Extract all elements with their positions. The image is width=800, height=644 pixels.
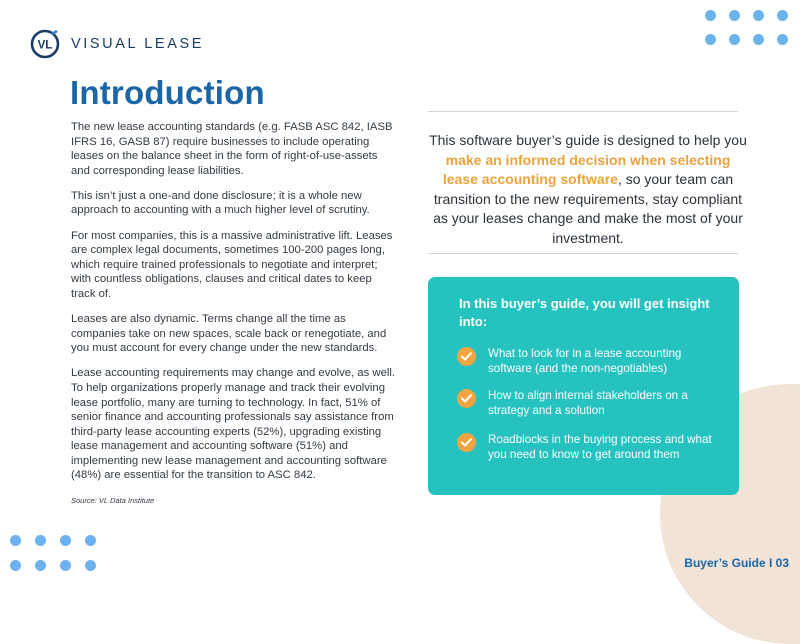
logo-initials: VL bbox=[37, 39, 53, 52]
list-item bbox=[457, 433, 723, 462]
brand-logo bbox=[30, 29, 204, 59]
intro-statement bbox=[428, 131, 748, 248]
paragraph: Lease accounting requirements may change and evolve, as well. To help organizations properly manage and track their evolving lease portfolio, many are turning to technology. In fact, 51% of senior finance and accounting professionals say assistance from third-party lease accounting experts (52%), upgrading existing lease management and accounting software (51%) and implementing new lease management and accounting software (48%) are essential for the transition to ASC 842. bbox=[71, 367, 396, 482]
list-item-text: How to align internal stakeholders on a strategy and a solution bbox=[488, 389, 688, 417]
list-item-text: What to look for in a lease accounting software (and the non-negotiables) bbox=[488, 347, 682, 375]
paragraph: The new lease accounting standards (e.g. FASB ASC 842, IASB IFRS 16, GASB 87) require businesses to include operating leases on the balance sheet in the form of right-of-use-assets and corresponding lease liabilities. bbox=[71, 121, 393, 177]
page-title: Introduction bbox=[70, 74, 265, 111]
intro-text-end: , so your team can transition to the new requirements, stay compliant as your leases change and make the most of your investment. bbox=[433, 171, 743, 246]
check-icon bbox=[457, 389, 476, 408]
list-item bbox=[457, 347, 723, 376]
check-icon bbox=[457, 347, 476, 366]
intro-highlight: make an informed decision when selecting lease accounting software bbox=[442, 151, 731, 187]
source-note: Source: VL Data Institute bbox=[71, 495, 155, 505]
card-heading: In this buyer’s guide, you will get insight into: bbox=[459, 296, 710, 329]
list-item-text: Roadblocks in the buying process and what you need to know to get around them bbox=[488, 433, 712, 461]
divider-top bbox=[428, 111, 738, 112]
paragraph: Leases are also dynamic. Terms change all the time as companies take on new spaces, scale back or renegotiate, and you must account for every change under the new standards. bbox=[71, 313, 387, 355]
paragraph: This isn’t just a one-and done disclosure; it is a whole new approach to accounting with a much higher level of scrutiny. bbox=[71, 189, 370, 217]
divider-bottom bbox=[428, 253, 738, 254]
decorative-dots-top bbox=[705, 10, 788, 45]
page-footer: Buyer’s Guide I 03 bbox=[684, 556, 789, 570]
paragraph: For most companies, this is a massive administrative lift. Leases are complex legal documents, sometimes 100-200 pages long, which require trained professionals to negotiate and interpret; with countless obligations, clauses and critical dates to keep track of. bbox=[71, 229, 393, 300]
decorative-dots-bottom bbox=[10, 535, 96, 571]
brand-name: VISUAL LEASE bbox=[71, 36, 205, 52]
check-icon bbox=[457, 433, 476, 452]
body-column bbox=[71, 120, 396, 508]
list-item bbox=[457, 389, 723, 418]
insights-card bbox=[428, 277, 739, 495]
vl-logo-icon bbox=[30, 29, 60, 59]
intro-text-start: This software buyer’s guide is designed to help you bbox=[429, 132, 747, 148]
